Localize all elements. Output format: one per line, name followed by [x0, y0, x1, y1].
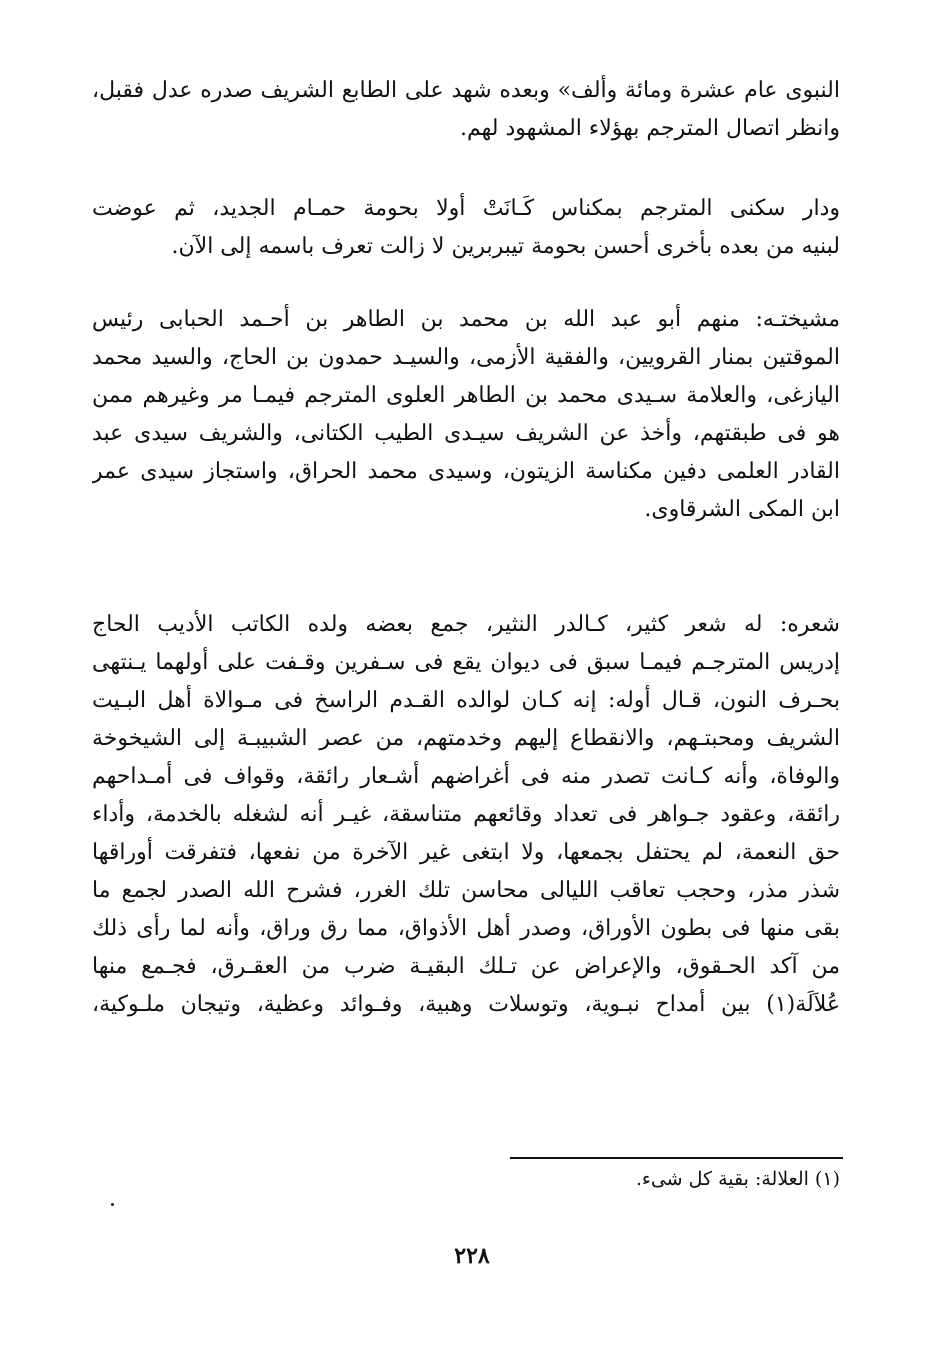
page-number: ٢٢٨ — [454, 1243, 490, 1269]
text-line: النبوى عام عشرة ومائة وألف» وبعده شهد على الطابع الشريف صدره عدل فقبل، — [92, 78, 840, 103]
text-line: هو فى طبقتهم، وأخذ عن الشريف سيـدى الطيب الكتانى، والشريف سيدى عبد — [92, 421, 840, 446]
text-line: بقى منها فى بطون الأوراق، وصدر أهل الأذواق، مما رق وراق، وأنه لما رأى ذلك — [92, 916, 840, 941]
footnote-divider — [510, 1157, 843, 1159]
text-line: ابن المكى الشرقاوى. — [644, 497, 840, 522]
text-line: الموقتين بمنار القرويين، والفقية الأزمى، والسيـد حمدون بن الحاج، والسيد محمد — [92, 345, 840, 370]
text-line: شعره: له شعر كثير، كـالدر النثير، جمع بعضه ولده الكاتب الأديب الحاج — [92, 612, 840, 637]
text-line: القادر العلمى دفين مكناسة الزيتون، وسيدى محمد الحراق، واستجاز سيدى عمر — [92, 459, 840, 484]
text-line: ودار سكنى المترجم بمكناس كَـانَتْ أولا بحومة حمـام الجديد، ثم عوضت — [92, 196, 840, 221]
speck — [111, 1203, 114, 1206]
text-line: والوفاة، وأنه كـانت تصدر منه فى أغراضهم أشـعار رائقة، وقواف فى أمـداحهم — [92, 764, 840, 789]
text-line: اليازغى، والعلامة سـيدى محمد بن الطاهر العلوى المترجم فيمـا مر وغيرهم ممن — [92, 383, 840, 408]
paragraph-3 — [92, 301, 840, 529]
footnote: (١) العلالة: بقية كل شىء. — [635, 1168, 840, 1190]
text-line: الشريف ومحبتـهم، والانقطاع إليهم وخدمتهم، من عصر الشبيبـة إلى الشيخوخة — [92, 726, 840, 751]
text-line: وانظر اتصال المترجم بهؤلاء المشهود لهم. — [459, 116, 840, 141]
paragraph-4 — [92, 606, 840, 1024]
text-line: من آكد الحـقوق، والإعراض عن تـلك البقيـة ضرب من العقـرق، فجـمع منها — [92, 954, 840, 979]
text-line: مشيختـه: منهم أبو عبد الله بن محمد بن الطاهر بن أحـمد الحبابى رئيس — [92, 307, 840, 332]
text-line: حق النعمة، لم يحتفل بجمعها، ولا ابتغى غير الآخرة من نفعها، فتفرقت أوراقها — [92, 840, 840, 865]
paragraph-2 — [92, 190, 840, 266]
text-line: بحـرف النون، قـال أوله: إنه كـان لوالده القـدم الراسخ فى مـوالاة أهل البـيت — [92, 688, 840, 713]
text-line: رائقة، وعقود جـواهر فى تعداد وقائعهم متناسقة، غيـر أنه لشغله بالخدمة، وأداء — [92, 802, 840, 827]
text-line: لبنيه من بعده بأخرى أحسن بحومة تيبربرين لا زالت تعرف باسمه إلى الآن. — [171, 234, 840, 259]
text-line: إدريس المترجـم فيمـا سبق فى ديوان يقع فى سـفرين وقـفت على أولهما يـنتهى — [92, 650, 840, 675]
text-line: شذر مذر، وحجب تعاقب الليالى محاسن تلك الغرر، فشرح الله الصدر لجمع ما — [92, 878, 840, 903]
paragraph-1 — [92, 72, 840, 148]
text-line: عُلاَلَة(١) بين أمداح نبـوية، وتوسلات وهبية، وفـوائد وعظية، وتيجان ملـوكية، — [92, 992, 840, 1017]
